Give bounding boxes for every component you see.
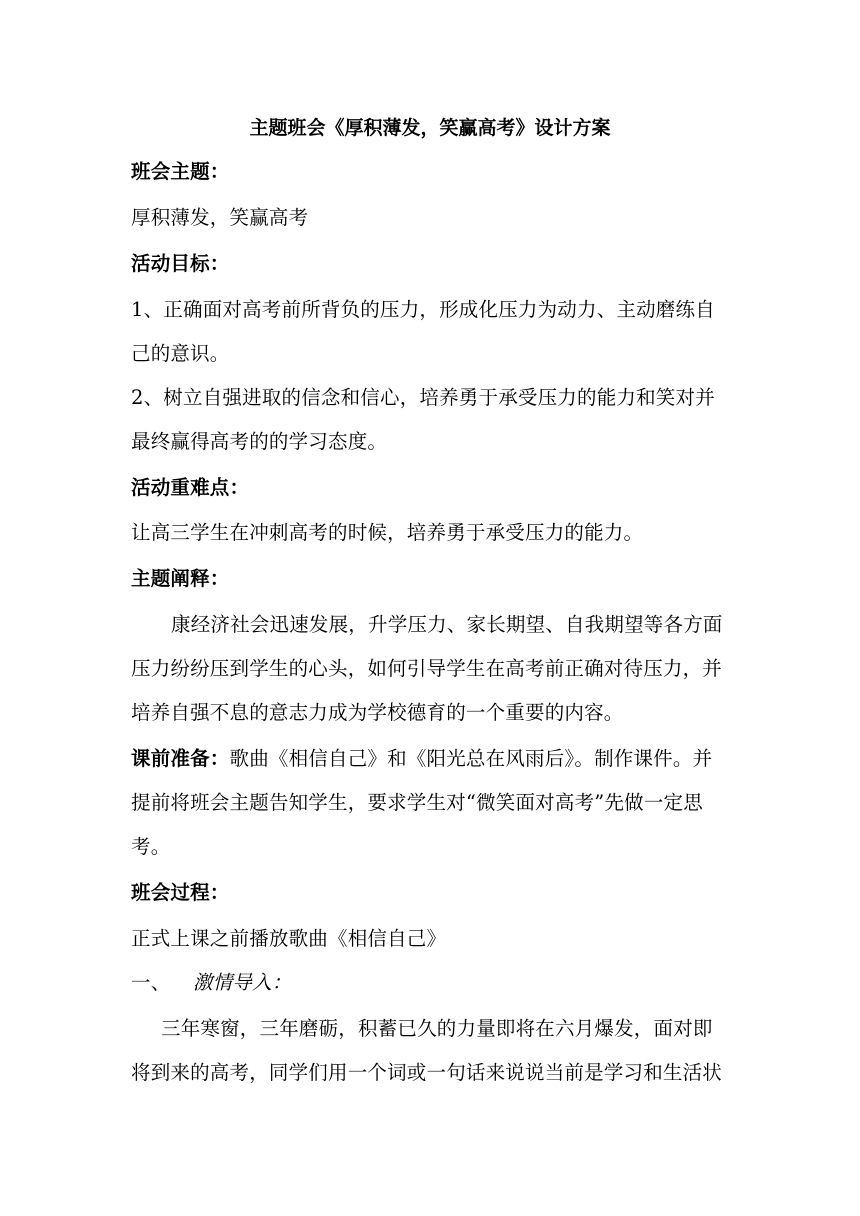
goal2-line1: 2、树立自强进取的信念和信心，培养勇于承受压力的能力和笑对并	[131, 386, 715, 409]
theme-text: 厚积薄发，笑赢高考	[131, 206, 309, 229]
key-heading: 活动重难点：	[131, 476, 250, 499]
document-title: 主题班会《厚积薄发，笑赢高考》设计方案	[249, 117, 611, 139]
prep-line3: 考。	[131, 835, 171, 858]
goal1-line1: 1、正确面对高考前所背负的压力，形成化压力为动力、主动磨练自	[131, 298, 715, 321]
explain-line1: 康经济社会迅速发展，升学压力、家长期望、自我期望等各方面	[171, 613, 723, 636]
theme-heading: 班会主题：	[131, 160, 230, 183]
section1-marker: 一、	[131, 971, 171, 994]
section1-line1: 三年寒窗，三年磨砺，积蓄已久的力量即将在六月爆发，面对即	[161, 1017, 713, 1040]
process-heading: 班会过程：	[131, 881, 230, 904]
section1-title: 激情导入：	[193, 971, 292, 994]
process-line1: 正式上课之前播放歌曲《相信自己》	[131, 927, 447, 950]
prep-line2: 提前将班会主题告知学生，要求学生对“微笑面对高考”先做一定思	[131, 791, 703, 814]
explain-line3: 培养自强不息的意志力成为学校德育的一个重要的内容。	[131, 701, 624, 724]
goal1-line2: 己的意识。	[131, 342, 230, 365]
goals-heading: 活动目标：	[131, 252, 230, 275]
explain-line2: 压力纷纷压到学生的心头，如何引导学生在高考前正确对待压力，并	[131, 657, 723, 680]
section1-heading	[131, 968, 731, 998]
explain-heading: 主题阐释：	[131, 567, 230, 590]
prep-label: 课前准备：	[131, 747, 230, 770]
prep-line1-row	[131, 744, 731, 774]
section1-line2: 将到来的高考，同学们用一个词或一句话来说说当前是学习和生活状	[131, 1061, 723, 1084]
goal2-line2: 最终赢得高考的的学习态度。	[131, 430, 388, 453]
key-text: 让高三学生在冲刺高考的时候，培养勇于承受压力的能力。	[131, 521, 644, 544]
prep-line1: 歌曲《相信自己》和《阳光总在风雨后》。制作课件。并	[229, 747, 713, 770]
